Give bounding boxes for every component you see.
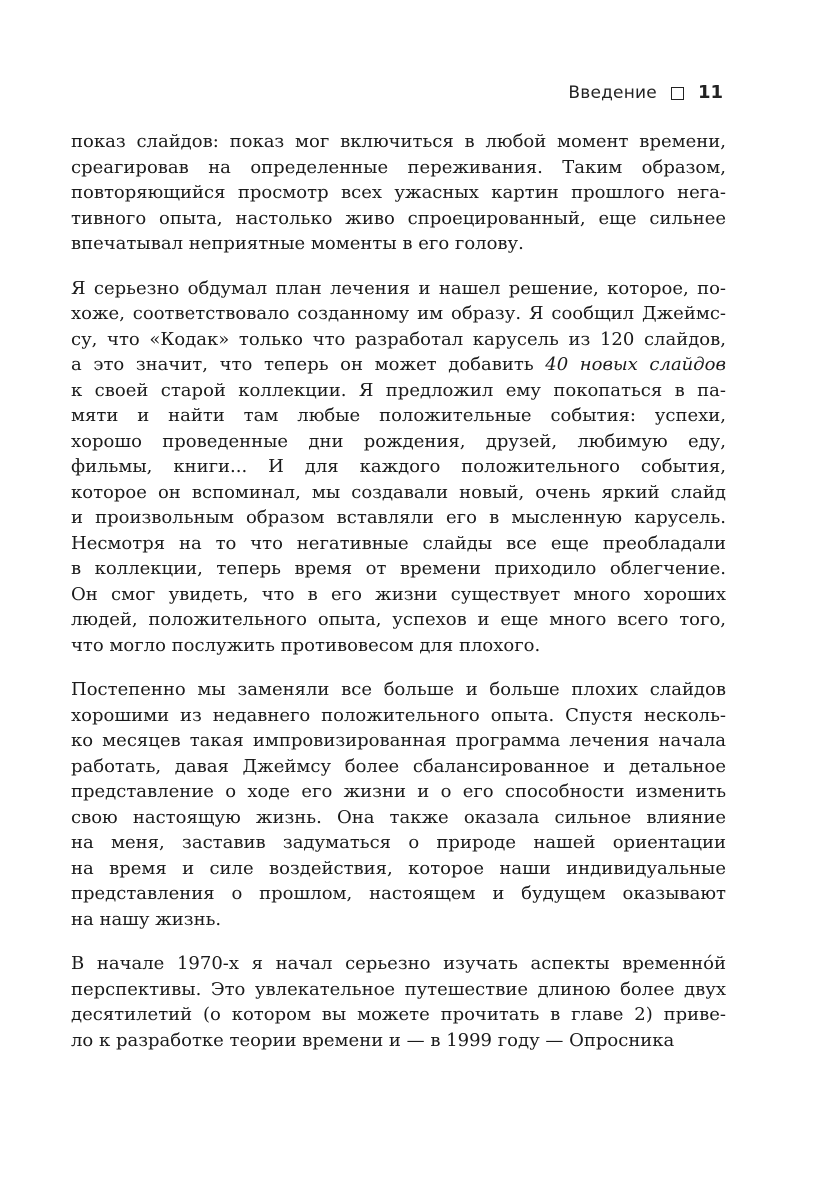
text-line: десятилетий (о котором вы можете прочитать в главе 2) приве- [71,1004,726,1025]
paragraph [71,276,726,659]
paragraph [71,677,726,932]
text-line: показ слайдов: показ мог включиться в любой момент времени, [71,131,726,152]
text-line: повторяющийся просмотр всех ужасных картин прошлого нега- [71,182,726,203]
square-bullet-icon [671,87,684,100]
text-line: ко месяцев такая импровизированная программа лечения начала [71,730,726,751]
text-line: су, что «Кодак» только что разработал карусель из 120 слайдов, [71,328,726,350]
text-line: и произвольным образом вставляли его в мысленную карусель. [71,507,726,528]
text-line: а это значит, что теперь он может добавить 40 новых слайдов [71,354,726,375]
text-line: В начале 1970-х я начал серьезно изучать аспекты временно́й [71,953,726,974]
text-line: мяти и найти там любые положительные события: успехи, [71,405,726,426]
text-line: Постепенно мы заменяли все больше и больше плохих слайдов [71,679,726,700]
emphasized-text: 40 новых слайдов [545,354,726,375]
text-line: хорошими из недавнего положительного опыта. Спустя несколь- [71,704,726,726]
running-header [568,82,723,103]
text-line: представления о прошлом, настоящем и будущем оказывают [71,883,726,904]
text-line: которое он вспоминал, мы создавали новый, очень яркий слайд [71,481,726,503]
text-line: свою настоящую жизнь. Она также оказала сильное влияние [71,806,726,828]
text-line: работать, давая Джеймсу более сбалансированное и детальное [71,755,726,777]
text-line: представление о ходе его жизни и о его способности изменить [71,781,726,802]
text-line: тивного опыта, настолько живо спроецированный, еще сильнее [71,207,726,229]
text-line: людей, положительного опыта, успехов и еще много всего того, [71,609,726,630]
text-line: к своей старой коллекции. Я предложил ему покопаться в па- [71,379,726,401]
text-line: хоже, соответствовало созданному им образу. Я сообщил Джеймс- [71,303,726,324]
text-line: на меня, заставив задуматься о природе нашей ориентации [71,832,726,853]
section-title: Введение [568,82,657,103]
text-line: перспективы. Это увлекательное путешествие длиною более двух [71,978,726,1000]
text-line: на нашу жизнь. [71,908,222,930]
body-text [71,129,726,1072]
text-line: фильмы, книги... И для каждого положительного события, [71,456,726,477]
text-line: ло к разработке теории времени и — в 1999 году — Опросника [71,1029,675,1051]
page-number: 11 [697,82,723,103]
text-line: хорошо проведенные дни рождения, друзей, любимую еду, [71,430,726,452]
text-line: в коллекции, теперь время от времени приходило облегчение. [71,558,726,579]
text-line: на время и силе воздействия, которое наши индивидуальные [71,857,726,879]
text-line: Несмотря на то что негативные слайды все еще преобладали [71,532,726,554]
text-line: что могло послужить противовесом для плохого. [71,634,541,656]
paragraph [71,951,726,1053]
text-line: Он смог увидеть, что в его жизни существует много хороших [71,583,726,605]
text-line: среагировав на определенные переживания. Таким образом, [71,156,726,178]
text-line: Я серьезно обдумал план лечения и нашел решение, которое, по- [71,277,726,299]
paragraph [71,129,726,257]
text-line: впечатывал неприятные моменты в его голову. [71,233,524,254]
